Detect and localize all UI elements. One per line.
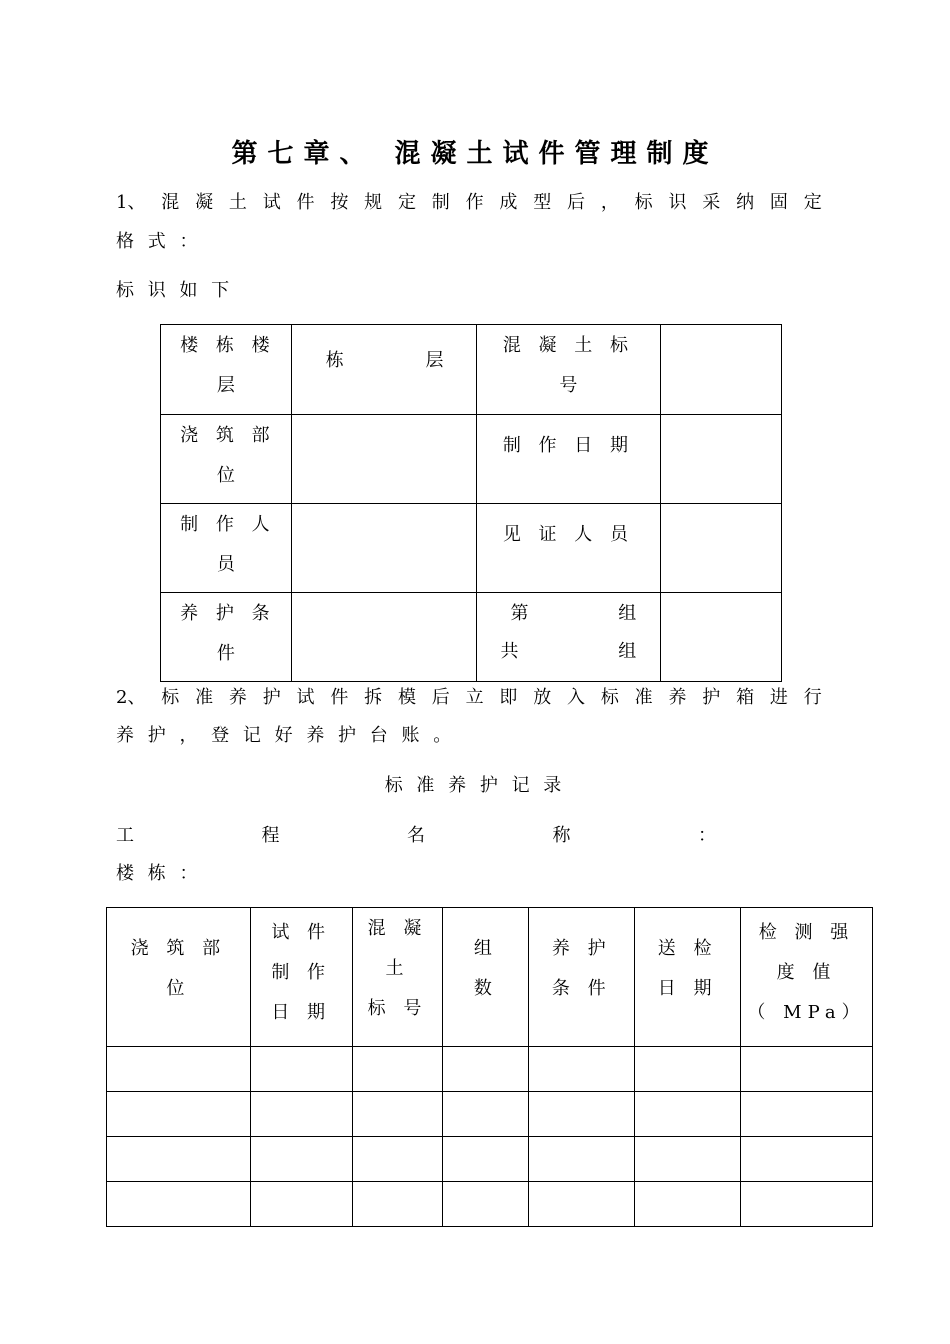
field-value-2	[661, 593, 782, 682]
record-cell	[107, 1137, 251, 1182]
record-cell	[107, 1092, 251, 1137]
section2-line1-char: 2、	[116, 687, 146, 708]
section1-line1-char: 后	[567, 192, 586, 213]
section1-line1-char: ，	[600, 192, 619, 213]
section1-line1-char: 件	[296, 192, 315, 213]
curing-record-table	[106, 907, 873, 1227]
record-row	[107, 1092, 873, 1137]
record-cell	[443, 1092, 529, 1137]
record-cell	[529, 1137, 635, 1182]
record-cell	[635, 1137, 741, 1182]
field-label: 浇 筑 部 位	[161, 415, 292, 504]
section1-intro: 标 识 如 下	[116, 280, 234, 301]
record-cell	[635, 1047, 741, 1092]
record-cell	[250, 1182, 352, 1227]
record-cell	[529, 1182, 635, 1227]
project-name-char: ：	[698, 825, 716, 846]
section1-line1-char: 土	[228, 192, 247, 213]
record-cell	[741, 1182, 873, 1227]
section1-line1-char: 型	[533, 192, 552, 213]
record-cell	[635, 1092, 741, 1137]
section2-line1-char: 后	[431, 687, 450, 708]
section1-line1-char: 定	[397, 192, 416, 213]
section2-line1-char: 护	[262, 687, 281, 708]
record-cell	[443, 1182, 529, 1227]
record-cell	[741, 1047, 873, 1092]
section2-line1-char: 标	[600, 687, 619, 708]
section1-line1-char: 标	[634, 192, 653, 213]
record-cell	[352, 1137, 443, 1182]
record-row	[107, 1137, 873, 1182]
record-heading: 标 准 养 护 记 录	[384, 775, 566, 796]
record-row	[107, 1047, 873, 1092]
field-label: 楼 栋 楼 层	[161, 325, 292, 415]
building-label: 楼 栋 ：	[116, 863, 202, 884]
project-name-char: 工	[116, 825, 134, 846]
field-label-2: 第 组 共 组	[476, 593, 661, 682]
field-label-2: 见 证 人 员	[476, 504, 661, 593]
section2-line1-char: 立	[465, 687, 484, 708]
section1-line1-char: 1、	[116, 192, 146, 213]
field-label: 制 作 人 员	[161, 504, 292, 593]
section2-line1-char: 准	[634, 687, 653, 708]
section2-line1-char: 行	[803, 687, 822, 708]
label-table-row	[161, 593, 782, 682]
record-cell	[443, 1047, 529, 1092]
section1-line1-char: 规	[364, 192, 383, 213]
record-cell	[741, 1137, 873, 1182]
record-cell	[352, 1092, 443, 1137]
record-cell	[352, 1047, 443, 1092]
field-value	[291, 504, 476, 593]
column-header: 组 数	[443, 908, 529, 1047]
record-cell	[250, 1047, 352, 1092]
section2-line1-char: 养	[228, 687, 247, 708]
section2-line1-char: 标	[161, 687, 180, 708]
section2-line1-char: 试	[296, 687, 315, 708]
section2-line1-char: 放	[533, 687, 552, 708]
section1-line1-char: 凝	[195, 192, 214, 213]
label-table-row	[161, 325, 782, 415]
field-label-2: 混 凝 土 标 号	[476, 325, 661, 415]
project-name-char: 名	[407, 825, 425, 846]
record-cell	[352, 1182, 443, 1227]
column-header: 检 测 强 度 值 （ MPa）	[741, 908, 873, 1047]
section2-line1-char: 拆	[364, 687, 383, 708]
field-value	[291, 593, 476, 682]
record-cell	[529, 1047, 635, 1092]
section1-line1	[116, 188, 822, 214]
column-header: 浇 筑 部 位	[107, 908, 251, 1047]
section2-line1-char: 进	[769, 687, 788, 708]
record-cell	[107, 1182, 251, 1227]
column-header: 试 件 制 作 日 期	[250, 908, 352, 1047]
record-cell	[250, 1137, 352, 1182]
section2-line1-char: 入	[567, 687, 586, 708]
section1-line1-char: 采	[702, 192, 721, 213]
field-value-2	[661, 325, 782, 415]
section2-line1-char: 养	[668, 687, 687, 708]
project-name-char: 程	[261, 825, 280, 846]
field-label: 养 护 条 件	[161, 593, 292, 682]
section2-line1-char: 护	[702, 687, 721, 708]
section2-line2: 养 护 ， 登 记 好 养 护 台 账 。	[116, 725, 456, 746]
section1-line1-char: 试	[262, 192, 281, 213]
record-cell	[250, 1092, 352, 1137]
record-row	[107, 1182, 873, 1227]
section1-line1-char: 作	[465, 192, 484, 213]
page-title: 第七章、 混凝土试件管理制度	[231, 139, 719, 169]
record-cell	[443, 1137, 529, 1182]
section1-line1-char: 固	[769, 192, 788, 213]
section2-line1-char: 准	[195, 687, 214, 708]
field-value	[291, 415, 476, 504]
section2-line1-char: 件	[330, 687, 349, 708]
record-cell	[635, 1182, 741, 1227]
column-header: 送 检 日 期	[635, 908, 741, 1047]
section1-line1-char: 纳	[736, 192, 755, 213]
field-value-2	[661, 504, 782, 593]
section1-line1-char: 混	[161, 192, 180, 213]
section1-line1-char: 定	[803, 192, 822, 213]
column-header: 养 护 条 件	[529, 908, 635, 1047]
section1-line1-char: 识	[668, 192, 687, 213]
section1-line2: 格 式 ：	[116, 231, 202, 252]
field-value-2	[661, 415, 782, 504]
section1-line1-char: 制	[431, 192, 450, 213]
record-cell	[741, 1092, 873, 1137]
label-table	[160, 324, 782, 682]
section1-line1-char: 成	[499, 192, 518, 213]
section2-line1-char: 箱	[736, 687, 755, 708]
label-table-row	[161, 504, 782, 593]
project-name-char: 称	[552, 825, 571, 846]
section1-line1-char: 按	[330, 192, 349, 213]
section2-line1-char: 模	[397, 687, 416, 708]
record-cell	[107, 1047, 251, 1092]
record-header-row	[107, 908, 873, 1047]
record-cell	[529, 1092, 635, 1137]
section2-line1-char: 即	[499, 687, 518, 708]
section2-line1	[116, 683, 822, 709]
label-table-row	[161, 415, 782, 504]
column-header: 混 凝 土 标 号	[352, 908, 443, 1047]
field-label-2: 制 作 日 期	[476, 415, 661, 504]
project-name-line	[116, 821, 716, 847]
field-value: 栋 层	[291, 325, 476, 415]
